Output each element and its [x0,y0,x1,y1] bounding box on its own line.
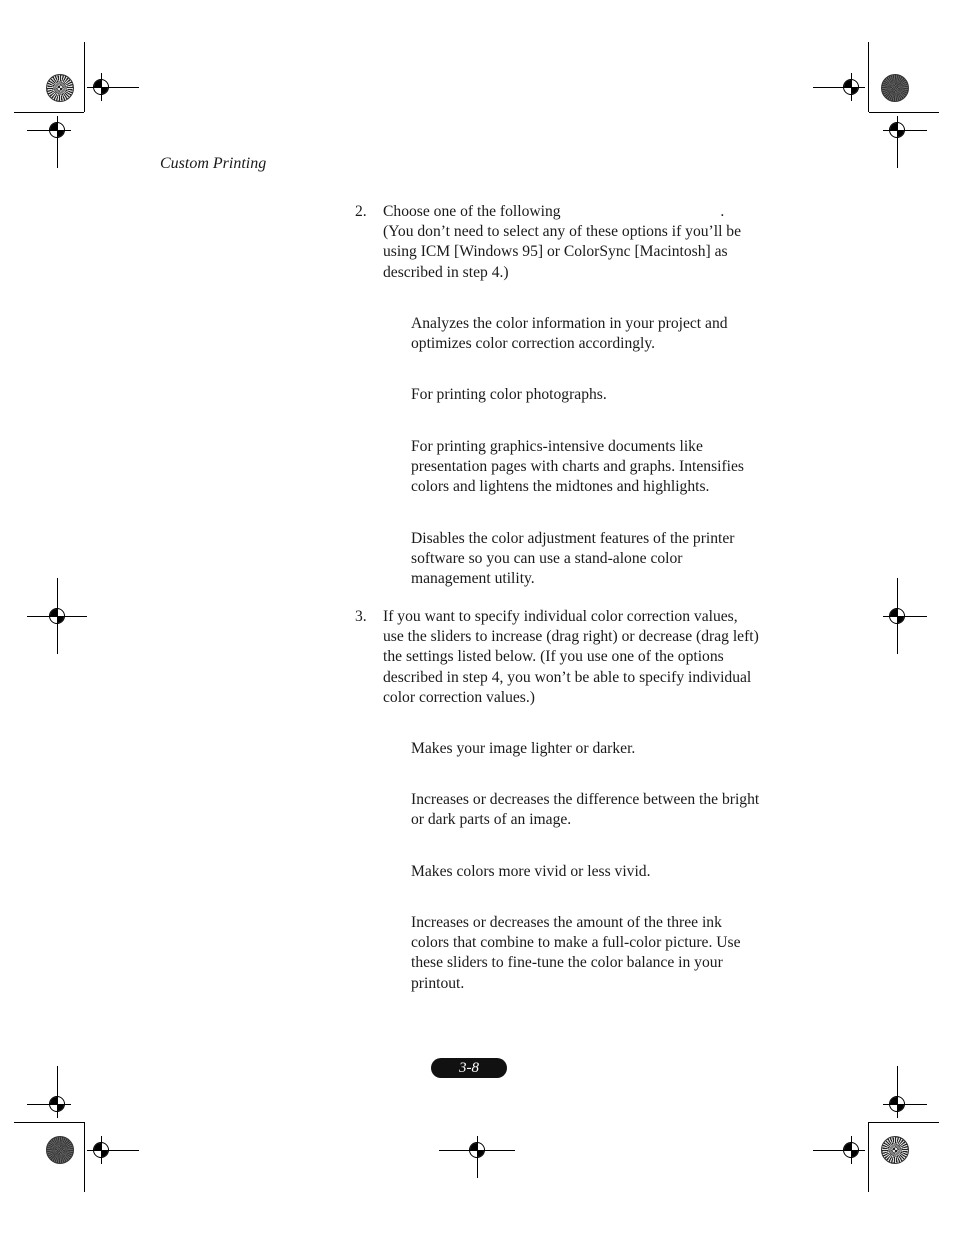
text-line: Increases or decreases the difference between the bright [411,791,760,808]
crop-line [14,112,84,113]
text-line: presentation pages with charts and graphs. Intensifies [411,458,745,476]
step-number: 3. [355,608,367,625]
text-line: printout. [411,974,465,992]
text-line: Disables the color adjustment features of the printer [411,530,735,547]
registration-star-icon [46,1136,74,1164]
crop-line [868,42,869,112]
text-line: colors and lightens the midtones and highlights. [411,478,710,496]
option-description [411,437,776,498]
step-3-text [383,607,775,708]
text-line: described in step 4, you won’t be able to specify individual [383,668,752,686]
crop-line [868,1122,869,1192]
text-line: or dark parts of an image. [411,811,572,829]
option-description [411,862,776,882]
text-line: Makes your image lighter or darker. [411,740,636,757]
text-line: described in step 4.) [383,263,509,281]
text-line: color correction values.) [383,688,535,706]
crop-line [84,1122,85,1192]
option-description [411,529,776,590]
text-line: using ICM [Windows 95] or ColorSync [Macintosh] as [383,243,728,261]
text-line: Makes colors more vivid or less vivid. [411,863,651,880]
running-header: Custom Printing [160,155,267,172]
crop-line [869,112,939,113]
option-description [411,790,776,830]
option-description [411,739,776,759]
option-description [411,385,776,405]
registration-star-icon [881,74,909,102]
text-line: optimizes color correction accordingly. [411,335,656,353]
registration-star-icon [46,74,74,102]
text-line: Choose one of the following . [383,203,725,220]
text-line: For printing color photographs. [411,386,607,403]
crop-line [869,1122,939,1123]
page-number: 3-8 [431,1058,507,1078]
text-line: If you want to specify individual color correction values, [383,608,738,625]
crop-line [14,1122,84,1123]
text-line: the settings listed below. (If you use one of the options [383,648,724,666]
text-line: management utility. [411,570,535,588]
option-description [411,913,776,994]
option-description [411,314,776,354]
text-line: use the sliders to increase (drag right) or decrease (drag left) [383,628,759,646]
step-2-text [383,202,775,283]
text-line: these sliders to fine-tune the color balance in your [411,954,723,972]
crop-line [84,42,85,112]
registration-star-icon [881,1136,909,1164]
text-line: Increases or decreases the amount of the three ink [411,914,722,931]
text-line: For printing graphics-intensive documents like [411,438,703,455]
text-line: Analyzes the color information in your project and [411,315,728,332]
text-line: colors that combine to make a full-color picture. Use [411,934,741,952]
text-line: (You don’t need to select any of these options if you’ll be [383,223,742,241]
step-number: 2. [355,203,367,220]
text-line: software so you can use a stand-alone color [411,550,683,568]
